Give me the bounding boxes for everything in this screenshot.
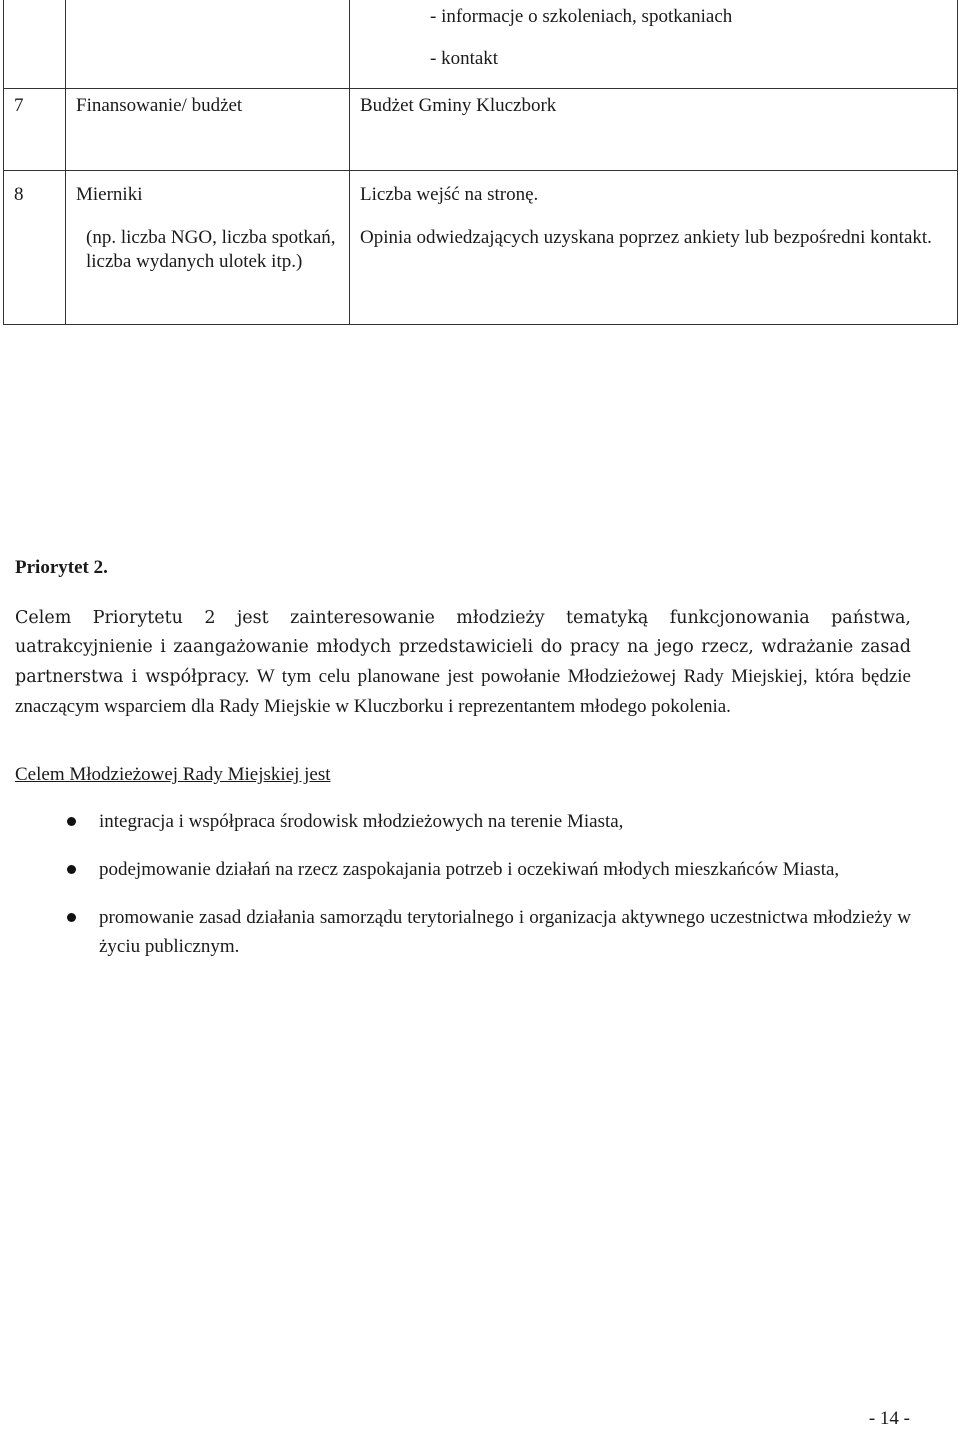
- list-line: - informacje o szkoleniach, spotkaniach: [430, 6, 733, 27]
- paragraph-text: W tym celu planowane jest powołanie Młodzieżowej Rady Miejskiej, która będzie znaczącym wsparciem dla Rady Miejskie w Kluczborku i reprezentantem młodego pokolenia.: [15, 666, 911, 717]
- row-value: Opinia odwiedzających uzyskana poprzez ankiety lub bezpośredni kontakt.: [360, 227, 932, 248]
- row-label-cell: [66, 171, 350, 325]
- page-number: - 14 -: [868, 1408, 910, 1429]
- table-cell: [350, 0, 958, 89]
- list-item-text: promowanie zasad działania samorządu terytorialnego i organizacja aktywnego uczestnictwa młodzieży w życiu publicznym.: [99, 907, 911, 957]
- list-item-text: integracja i współpraca środowisk młodzieżowych na terenie Miasta,: [99, 811, 624, 832]
- row-value: Liczba wejść na stronę.: [360, 184, 539, 205]
- row-number: 8: [4, 171, 66, 325]
- bullet-icon: [67, 817, 76, 826]
- row-value: Budżet Gminy Kluczbork: [350, 89, 958, 171]
- table-row: [4, 0, 958, 89]
- row-value-cell: [350, 171, 958, 325]
- row-number: 7: [4, 89, 66, 171]
- paragraph-text: Celem Priorytetu 2 jest zainteresowanie młodzieży tematyką funkcjonowania państwa, uatrakcyjnienie i zaangażowanie młodych przedstawicieli do pracy na jego rzecz, wdrażanie zasad partnerstwa i współpracy.: [15, 608, 911, 687]
- bullet-icon: [67, 913, 76, 922]
- bullet-icon: [67, 865, 76, 874]
- list-line: - kontakt: [430, 48, 499, 69]
- section-subheading: Celem Młodzieżowej Rady Miejskiej jest: [15, 764, 331, 785]
- table-cell: [4, 0, 66, 89]
- list-item-text: podejmowanie działań na rzecz zaspokajania potrzeb i oczekiwań młodych mieszkańców Miasta,: [99, 859, 840, 880]
- table-row: [4, 171, 958, 325]
- list-item: [15, 855, 911, 884]
- row-label-note: (np. liczba NGO, liczba spotkań, liczba wydanych ulotek itp.): [86, 227, 336, 272]
- measures-table: [3, 0, 958, 325]
- section-heading: Priorytet 2.: [15, 557, 108, 578]
- table-row: [4, 89, 958, 171]
- body-paragraph: [15, 604, 911, 722]
- list-item: [15, 903, 911, 961]
- row-label: Mierniki: [76, 184, 143, 205]
- goals-list: [15, 807, 911, 980]
- list-item: [15, 807, 911, 836]
- table-cell: [66, 0, 350, 89]
- row-label: Finansowanie/ budżet: [66, 89, 350, 171]
